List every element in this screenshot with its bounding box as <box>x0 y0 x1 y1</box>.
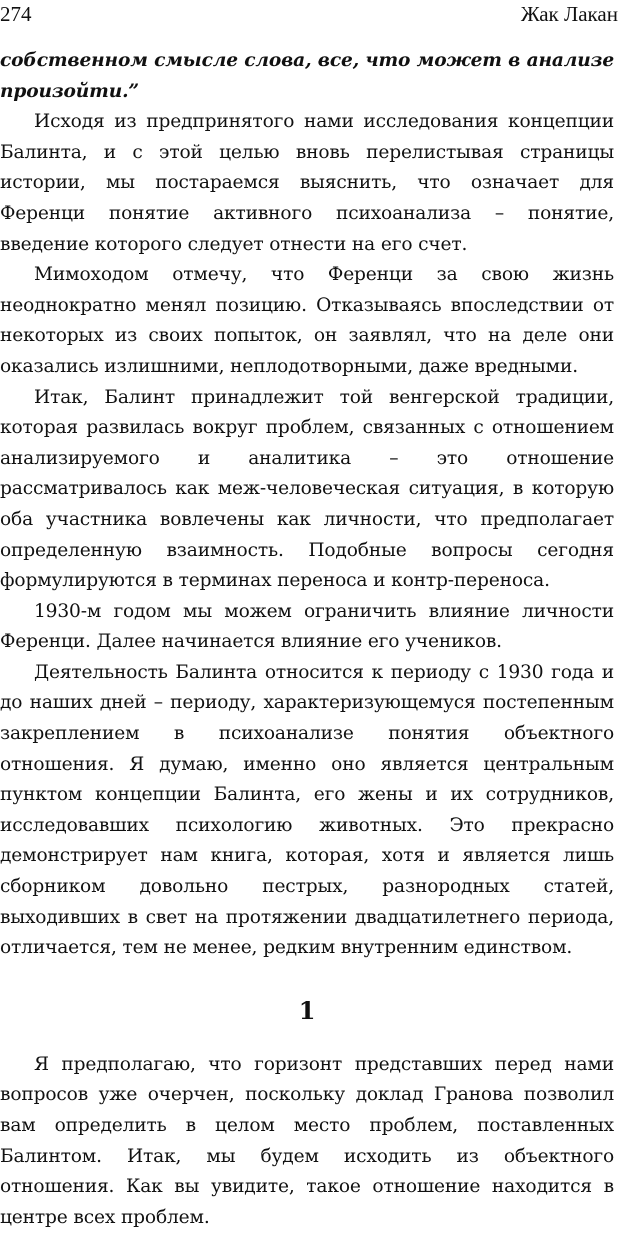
paragraph: Итак, Балинт принадлежит той венгерской традиции, которая развилась вокруг проблем, связанных с отношением анализируемого и аналитика – это отношение рассматривалось как меж-человеческая ситуация, в которую оба участника вовлечены как личности, что предполагает определенную взаимность. Подобные вопросы сегодня формулируются в терминах переноса и контр-переноса. <box>0 386 614 592</box>
paragraph: Мимоходом отмечу, что Ференци за свою жизнь неоднократно менял позицию. Отказываясь впоследствии от некоторых из своих попыток, он заявлял, что на деле они оказались излишними, неплодотворными, даже вредными. <box>0 264 614 377</box>
paragraph: 1930-м годом мы можем ограничить влияние личности Ференци. Далее начинается влияние его учеников. <box>0 600 614 653</box>
page-header <box>0 2 620 30</box>
body-text <box>0 46 614 1233</box>
paragraph: Исходя из предпринятого нами исследования концепции Балинта, и с этой целью вновь перелистывая страницы истории, мы постараемся выяснить, что означает для Ференци понятие активного психоанализа – понятие, введение которого следует отнести на его счет. <box>0 111 614 255</box>
running-head-author: Жак Лакан <box>520 2 618 26</box>
paragraph-continuation: собственном смысле слова, все, что может в анализе произойти.” <box>0 50 614 102</box>
paragraph: Деятельность Балинта относится к периоду с 1930 года и до наших дней – периоду, характеризующемуся постепенным закреплением в психоанализе понятия объектного отношения. Я думаю, именно оно является центральным пунктом концепции Балинта, его жены и их сотрудников, исследовавших психологию животных. Это прекрасно демонстрирует нам книга, которая, хотя и является лишь сборником довольно пестрых, разнородных статей, выходивших в свет на протяжении двадцатилетнего периода, отличается, тем не менее, редким внутренним единством. <box>0 661 614 959</box>
page-number: 274 <box>0 2 32 26</box>
section-heading: 1 <box>298 995 316 1025</box>
paragraph: Я предполагаю, что горизонт представших перед нами вопросов уже очерчен, поскольку доклад Гранова позволил вам определить в целом место проблем, поставленных Балинтом. Итак, мы будем исходить из объектного отношения. Как вы увидите, такое отношение находится в центре всех проблем. <box>0 1053 614 1228</box>
